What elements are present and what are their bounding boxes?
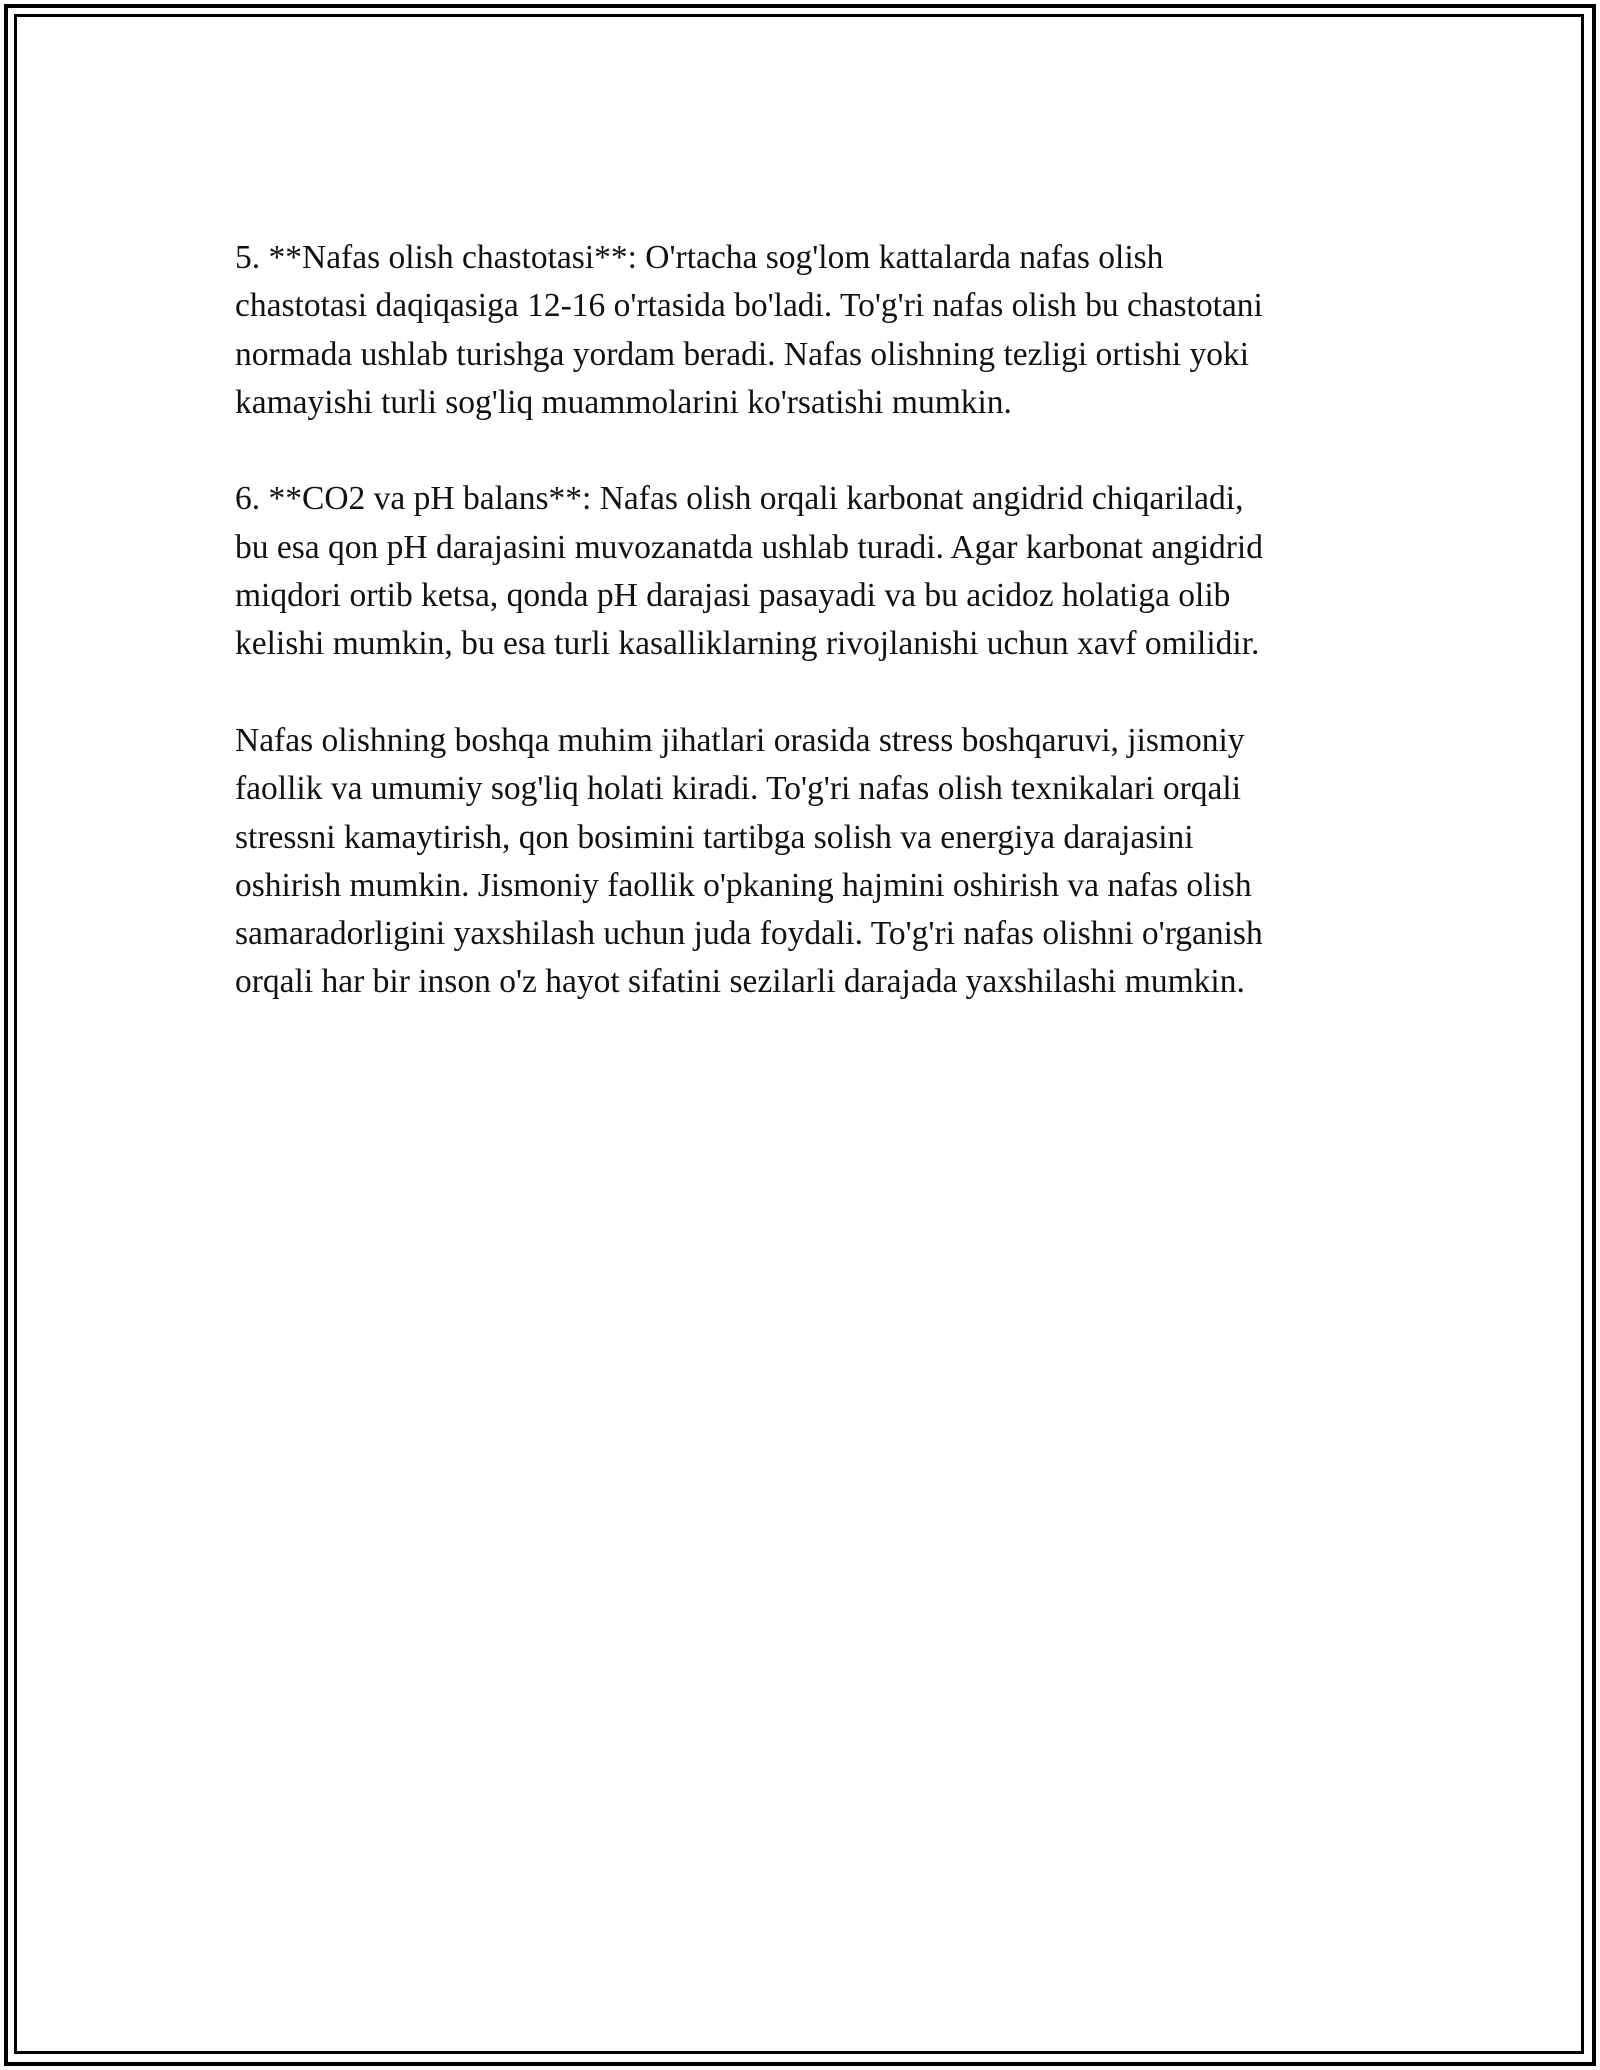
paragraph-breathing-rate <box>235 234 1395 427</box>
text-line: miqdori ortib ketsa, qonda pH darajasi pasayadi va bu acidoz holatiga olib <box>235 577 1231 615</box>
text-line: orqali har bir inson o'z hayot sifatini sezilarli darajada yaxshilashi mumkin. <box>235 963 1245 1001</box>
paragraph-other-aspects <box>235 717 1395 1007</box>
text-line: faollik va umumiy sog'liq holati kiradi. To'g'ri nafas olish texnikalari orqali <box>235 770 1241 808</box>
text-line: Nafas olishning boshqa muhim jihatlari orasida stress boshqaruvi, jismoniy <box>235 721 1245 759</box>
text-line: 5. **Nafas olish chastotasi**: O'rtacha sog'lom kattalarda nafas olish <box>235 239 1164 276</box>
text-line: bu esa qon pH darajasini muvozanatda ushlab turadi. Agar karbonat angidrid <box>235 528 1263 566</box>
text-line: oshirish mumkin. Jismoniy faollik o'pkaning hajmini oshirish va nafas olish <box>235 866 1252 904</box>
text-line: samaradorligini yaxshilash uchun juda foydali. To'g'ri nafas olishni o'rganish <box>235 915 1263 953</box>
text-line: kelishi mumkin, bu esa turli kasalliklarning rivojlanishi uchun xavf omilidir. <box>235 625 1260 663</box>
text-line: chastotasi daqiqasiga 12-16 o'rtasida bo'ladi. To'g'ri nafas olish bu chastotani <box>235 287 1263 325</box>
text-line: normada ushlab turishga yordam beradi. Nafas olishning tezligi ortishi yoki <box>235 335 1250 373</box>
paragraph-co2-ph-balance <box>235 475 1395 668</box>
text-line: 6. **CO2 va pH balans**: Nafas olish orqali karbonat angidrid chiqariladi, <box>235 480 1244 518</box>
text-line: kamayishi turli sog'liq muammolarini ko'rsatishi mumkin. <box>235 383 1012 421</box>
document-body <box>235 234 1395 1055</box>
text-line: stressni kamaytirish, qon bosimini tartibga solish va energiya darajasini <box>235 818 1194 856</box>
